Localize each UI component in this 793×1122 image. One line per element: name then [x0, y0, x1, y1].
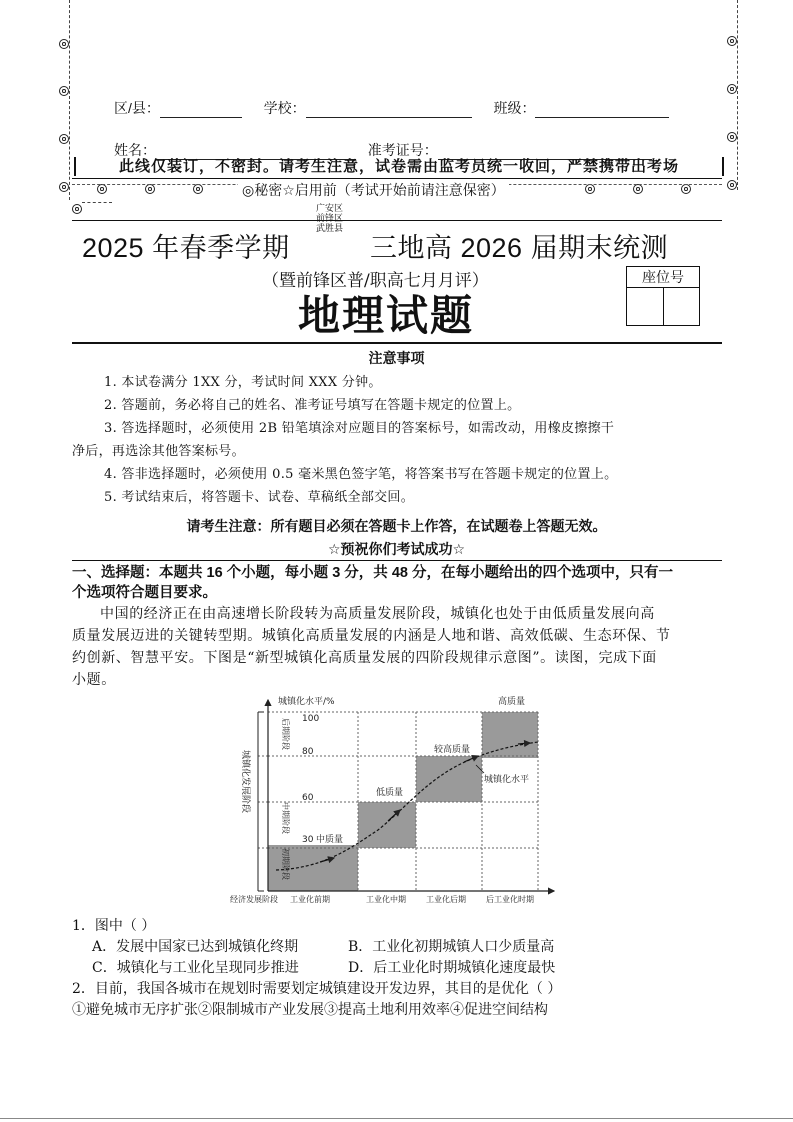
title-bottom-rule	[72, 342, 722, 344]
section-heading	[72, 563, 732, 603]
district-input[interactable]	[160, 103, 242, 118]
binding-hole-icon	[727, 84, 737, 94]
question-1-option-a[interactable]: A．发展中国家已达到城镇化终期	[92, 939, 299, 955]
note-item: 5. 考试结束后，将答题卡、试卷、草稿纸全部交回。	[104, 490, 415, 505]
seat-number-box[interactable]	[626, 266, 700, 326]
section-heading-line: 个选项符合题目要求。	[72, 585, 217, 601]
binding-dashed-line-right	[737, 0, 738, 190]
binding-hole-icon	[727, 132, 737, 142]
secret-line: ◎秘密☆启用前（考试开始前请注意保密）	[238, 180, 509, 200]
box-label: 较高质量	[434, 745, 471, 755]
note-item: 3. 答选择题时，必须使用 2B 铅笔填涂对应题目的答案标号，如需改动，用橡皮擦擦干	[104, 421, 615, 436]
binding-dash	[82, 202, 112, 203]
notes-warning: 请考生注意：所有题目必须在答题卡上作答，在试题卷上答题无效。	[186, 518, 607, 534]
passage-line: 中国的经济正在由高速增长阶段转为高质量发展阶段，城镇化也处于由低质量发展向高	[100, 606, 655, 622]
x-origin-label: 经济发展阶段	[230, 895, 278, 904]
superscript-line: 武胜县	[316, 224, 344, 234]
class-label: 班级：	[493, 100, 536, 116]
passage	[72, 603, 732, 691]
title-right: 三地高 2026 届期末统测	[370, 233, 669, 263]
box-label: 低质量	[376, 788, 404, 798]
binding-hole-icon	[193, 184, 203, 194]
title-top-rule	[72, 220, 722, 221]
binding-hole-icon	[585, 184, 595, 194]
binding-hole-icon	[72, 204, 82, 214]
question-1-stem: 1．图中（ ）	[72, 918, 156, 934]
y-tick-label: 60	[302, 793, 314, 803]
title-left: 2025 年春季学期	[82, 233, 290, 263]
note-item: 1. 本试卷满分 1XX 分，考试时间 XXX 分钟。	[104, 375, 382, 390]
notes-heading: 注意事项	[368, 350, 425, 366]
x-label: 工业化前期	[290, 895, 330, 904]
question-1-option-d[interactable]: D．后工业化时期城镇化速度最快	[348, 960, 556, 976]
school-input[interactable]	[306, 103, 472, 118]
school-label: 学校：	[263, 100, 306, 116]
x-label: 工业化中期	[366, 895, 406, 904]
question-2-stem: 2．目前，我国各城市在规划时需要划定城镇建设开发边界，其目的是优化（ ）	[72, 981, 562, 997]
section-heading-line: 一、选择题：本题共 16 个小题，每小题 3 分，共 48 分，在每小题给出的四个选项中，只有一	[72, 565, 673, 581]
left-vertical-label: 城镇化发展阶段	[240, 750, 250, 814]
curve-label: 城镇化水平	[484, 775, 530, 785]
y-tick-label: 100	[302, 714, 320, 724]
quality-box-higher	[416, 756, 482, 802]
notice-rule	[72, 178, 722, 179]
superscript-line: 广安区	[316, 204, 344, 214]
name-label: 姓名：	[114, 142, 156, 158]
stage-label: 初期阶段	[281, 848, 290, 880]
binding-hole-icon	[145, 184, 155, 194]
question-2-statements: ①避免城市无序扩张②限制城市产业发展③提高土地利用效率④促进空间结构	[72, 1002, 548, 1018]
box-label: 高质量	[498, 697, 526, 707]
district-label: 区/县：	[114, 100, 160, 116]
quality-box-medium	[358, 802, 416, 848]
subject-title: 地理试题	[298, 292, 475, 339]
passage-line: 质量发展迈进的关键转型期。城镇化高质量发展的内涵是人地和谐、高效低碳、生态环保、节	[72, 628, 671, 644]
title-subtitle: （暨前锋区普/职高七月月评）	[262, 271, 489, 291]
page-bottom-edge	[0, 1118, 793, 1119]
title-superscript	[316, 204, 343, 234]
y-tick-label: 80	[302, 747, 314, 757]
stage-label: 后期阶段	[281, 718, 290, 750]
binding-hole-icon	[727, 180, 737, 190]
notes-list	[72, 371, 722, 509]
urbanization-figure	[228, 690, 558, 910]
passage-line: 小题。	[72, 672, 116, 688]
question-1-option-b[interactable]: B．工业化初期城镇人口少质量高	[348, 939, 555, 955]
binding-hole-icon	[97, 184, 107, 194]
x-label: 后工业化时期	[486, 895, 534, 904]
binding-hole-icon	[59, 134, 69, 144]
class-input[interactable]	[535, 103, 669, 118]
binding-hole-icon	[727, 36, 737, 46]
box-label: 中质量	[316, 835, 344, 845]
binding-hole-icon	[59, 39, 69, 49]
y-tick-label: 30	[302, 835, 314, 845]
passage-line: 约创新、智慧平安。下图是“新型城镇化高质量发展的四阶段规律示意图”。读图，完成下面	[72, 650, 657, 666]
seat-divider	[663, 287, 664, 325]
binding-hole-icon	[681, 184, 691, 194]
x-label: 工业化后期	[426, 895, 466, 904]
binding-hole-icon	[59, 182, 69, 192]
note-item: 4. 答非选择题时，必须使用 0.5 毫米黑色签字笔，将答案书写在答题卡规定的位置上。	[104, 467, 618, 482]
binding-notice: 此线仅装订，不密封。请考生注意，试卷需由监考员统一收回，严禁携带出考场	[74, 157, 724, 176]
notes-wish: ☆预祝你们考试成功☆	[327, 541, 466, 557]
question-1-option-c[interactable]: C．城镇化与工业化呈现同步推进	[92, 960, 299, 976]
seat-label: 座位号	[627, 267, 699, 288]
binding-hole-icon	[59, 86, 69, 96]
binding-dashed-line-left	[69, 0, 70, 200]
y-axis-title: 城镇化水平/%	[278, 697, 335, 707]
note-item: 2. 答题前，务必将自己的姓名、准考证号填写在答题卡规定的位置上。	[104, 398, 521, 413]
exam-id-label: 准考证号：	[367, 142, 438, 158]
quality-box-high	[482, 712, 538, 758]
stage-label: 中期阶段	[281, 802, 290, 834]
notes-bottom-rule	[72, 560, 722, 561]
note-item: 净后，再选涂其他答案标号。	[72, 444, 245, 459]
binding-hole-icon	[633, 184, 643, 194]
form-row-1	[114, 98, 669, 118]
superscript-line: 前锋区	[316, 214, 344, 224]
